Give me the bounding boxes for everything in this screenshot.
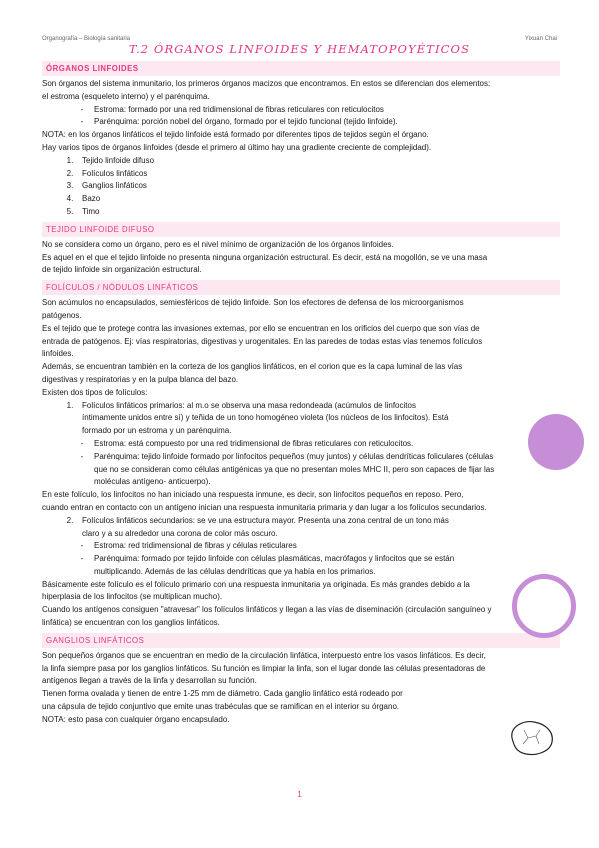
list-text	[94, 116, 560, 129]
bullet-item	[42, 451, 560, 489]
text-line: de tejido linfoide sin organización estructural.	[42, 265, 202, 275]
bullet-item	[42, 438, 560, 451]
list-text	[82, 180, 560, 193]
text-line: linfática) se encuentran con los ganglios linfáticos.	[42, 618, 220, 628]
list-text	[94, 553, 560, 579]
text-line: una cápsula de tejido conjuntivo que emite unas trabéculas que se ramifican en el interior su órgano.	[42, 702, 400, 712]
document-body	[42, 58, 560, 727]
header-author: Yixuan Chai	[524, 36, 557, 42]
section-heading: TEJIDO LINFOIDE DIFUSO	[42, 222, 560, 237]
list-marker: 2.	[66, 515, 74, 525]
lymph-node-sketch	[506, 718, 556, 758]
text-line: Son acúmulos no encapsulados, semiesféricos de tejido linfoide. Son los efectores de defensa de los microorganismos	[42, 298, 464, 308]
text-line: Es aquel en el que el tejido linfoide no presenta ninguna organización estructural. Es decir, está na mogollón, se ve una masa	[42, 252, 488, 262]
numbered-item	[42, 193, 560, 206]
text-line: Además, se encuentran también en la corteza de los ganglios linfáticos, en el corion que es la capa luminal de las vías	[42, 362, 463, 372]
list-marker: 5.	[66, 206, 74, 216]
list-text-line: Estroma: red tridimensional de fibras y células reticulares	[94, 541, 297, 551]
list-text	[94, 438, 560, 451]
list-text-line: Parénquima: formado por tejido linfoide con células plasmáticas, macrófagos y linfocitos que se están	[94, 554, 455, 564]
numbered-item	[42, 515, 560, 541]
section-heading: ÓRGANOS LINFOIDES	[42, 61, 560, 76]
list-text	[82, 515, 560, 541]
numbered-item	[42, 180, 560, 193]
list-text	[82, 155, 560, 168]
text-line: patógenos.	[42, 310, 82, 320]
list-text-line: Parénquima: tejido linfoide formado por linfocitos pequeños (muy juntos) y células dendríticas foliculares (células	[94, 451, 494, 461]
text-line: Son pequeños órganos que se encuentran en medio de la circulación linfática, interpuesto entre los vasos linfáticos. Es decir,	[42, 650, 486, 660]
text-line: el estroma (esqueleto interno) y el parénquima.	[42, 91, 210, 101]
list-text	[94, 104, 560, 117]
list-text-line: moléculas antígeno- anticuerpo).	[94, 477, 211, 487]
list-text-line: Folículos linfáticos	[82, 168, 148, 178]
text-line: Básicamente este folículo es el folículo primario con una respuesta inmunitaria ya originada. Es más grandes debido a la	[42, 579, 470, 589]
document-title: T.2 ÓRGANOS LINFOIDES Y HEMATOPOYÉTICOS	[128, 42, 471, 56]
list-text-line: Timo	[82, 206, 100, 216]
text-line: NOTA: esto pasa con cualquier órgano encapsulado.	[42, 714, 230, 724]
text-line: En este folículo, los linfocitos no han iniciado una respuesta inmune, es decir, son linfocitos pequeños en reposo. Pero,	[42, 490, 464, 500]
numbered-item	[42, 206, 560, 219]
list-text-line: Bazo	[82, 194, 101, 204]
list-marker: -	[80, 554, 84, 564]
text-line: antígenos llegan a través de la linfa y desarrollan su función.	[42, 676, 257, 686]
decorative-circle	[528, 414, 584, 470]
list-text	[82, 193, 560, 206]
text-line: Son órganos del sistema inmunitario, los primeros órganos macizos que encontramos. En estos se diferencian dos elementos:	[42, 79, 491, 88]
text-line: digestivas y respiratorias y en la pulpa blanca del bazo.	[42, 374, 239, 384]
list-marker: 4.	[66, 194, 74, 204]
numbered-item	[42, 155, 560, 168]
list-marker: -	[80, 104, 84, 114]
text-line: cuando entran en contacto con un antígeno inician una respuesta inmunitaria primaria y dan lugar a los folículos secundarios.	[42, 502, 487, 512]
list-marker: 1.	[66, 400, 74, 410]
list-marker: -	[80, 541, 84, 551]
numbered-item	[42, 168, 560, 181]
list-marker: -	[80, 438, 84, 448]
list-text	[94, 451, 560, 489]
list-text-line: Folículos linfáticos secundarios: se ve una estructura mayor. Presenta una zona central de un tono más	[82, 515, 449, 525]
bullet-item	[42, 553, 560, 579]
numbered-item	[42, 400, 560, 438]
list-marker: 2.	[66, 168, 74, 178]
list-text-line: claro y a su alrededor una corona de color más oscuro.	[82, 528, 278, 538]
text-line: Cuando los antígenos consiguen "atravesar" los folículos linfáticos y llegan a las vías de diseminación (circulación sanguíneo y	[42, 605, 492, 615]
list-text-line: que no se consideran como células antigénicas ya que no presentan moles MHC II, pero son capaces de fijar las	[94, 464, 495, 474]
text-line: entrada de patógenos. Ej: vías respiratorias, digestivas y urogenitales. En las paredes de todas estas vías tenemos folículos	[42, 336, 483, 346]
list-text-line: Estroma: está compuesto por una red tridimensional de fibras reticulares con reticulocitos.	[94, 438, 414, 448]
list-text	[94, 540, 560, 553]
list-marker: -	[80, 451, 84, 461]
list-text-line: multiplicando. Además de las células dendríticas que ya había en los primarios.	[94, 566, 376, 576]
page-number: 1	[297, 790, 302, 799]
text-line: la linfa siempre pasa por los ganglios linfáticos. Su función es limpiar la linfa, son el lugar donde las células presentadoras de	[42, 663, 486, 673]
bullet-item	[42, 104, 560, 117]
text-line: NOTA: en los órganos linfáticos el tejido linfoide está formado por diferentes tipos de tejidos según el órgano.	[42, 130, 429, 140]
list-marker: 3.	[66, 181, 74, 191]
list-marker: -	[80, 117, 84, 127]
bullet-item	[42, 116, 560, 129]
text-line: Existen dos tipos de folículos:	[42, 387, 148, 397]
text-line: Hay varios tipos de órganos linfoides (desde el primero al último hay una gradiente creciente de complejidad).	[42, 142, 432, 152]
list-text-line: íntimamente unidos entre sí) y teñida de un tono homogéneo violeta (los núcleos de los linfocitos). Está	[82, 413, 449, 423]
decorative-ring	[512, 574, 576, 638]
list-text	[82, 206, 560, 219]
section-heading: GANGLIOS LINFÁTICOS	[42, 633, 560, 648]
text-line: linfoides.	[42, 349, 74, 359]
text-line: No se considera como un órgano, pero es el nivel mínimo de organización de los órganos linfoides.	[42, 239, 394, 249]
text-line: Tienen forma ovalada y tienen de entre 1-25 mm de diámetro. Cada ganglio linfático está rodeado por	[42, 689, 403, 699]
list-text-line: Ganglios linfáticos	[82, 181, 147, 191]
list-marker: 1.	[66, 155, 74, 165]
text-line: hiperplasia de los linfocitos (se multiplican mucho).	[42, 592, 223, 602]
text-line: Es el tejido que te protege contra las invasiones externas, por ello se encuentran en los orificios del cuerpo que son vías de	[42, 323, 480, 333]
list-text-line: formado por un estroma y un parénquima.	[82, 426, 232, 436]
bullet-item	[42, 540, 560, 553]
list-text	[82, 400, 560, 438]
list-text-line: Estroma: formado por una red tridimensional de fibras reticulares con reticulocitos	[94, 104, 384, 114]
list-text-line: Tejido linfoide difuso	[82, 155, 155, 165]
section-heading: FOLÍCULOS / NÓDULOS LINFÁTICOS	[42, 280, 560, 295]
list-text-line: Parénquima: porción nobel del órgano, formado por el tejido funcional (tejido linfoide).	[94, 117, 398, 127]
header-course: Organografía – Biología sanitaria	[42, 36, 131, 42]
list-text	[82, 168, 560, 181]
list-text-line: Folículos linfáticos primarios: al m.o se observa una masa redondeada (acúmulos de linfocitos	[82, 400, 416, 410]
